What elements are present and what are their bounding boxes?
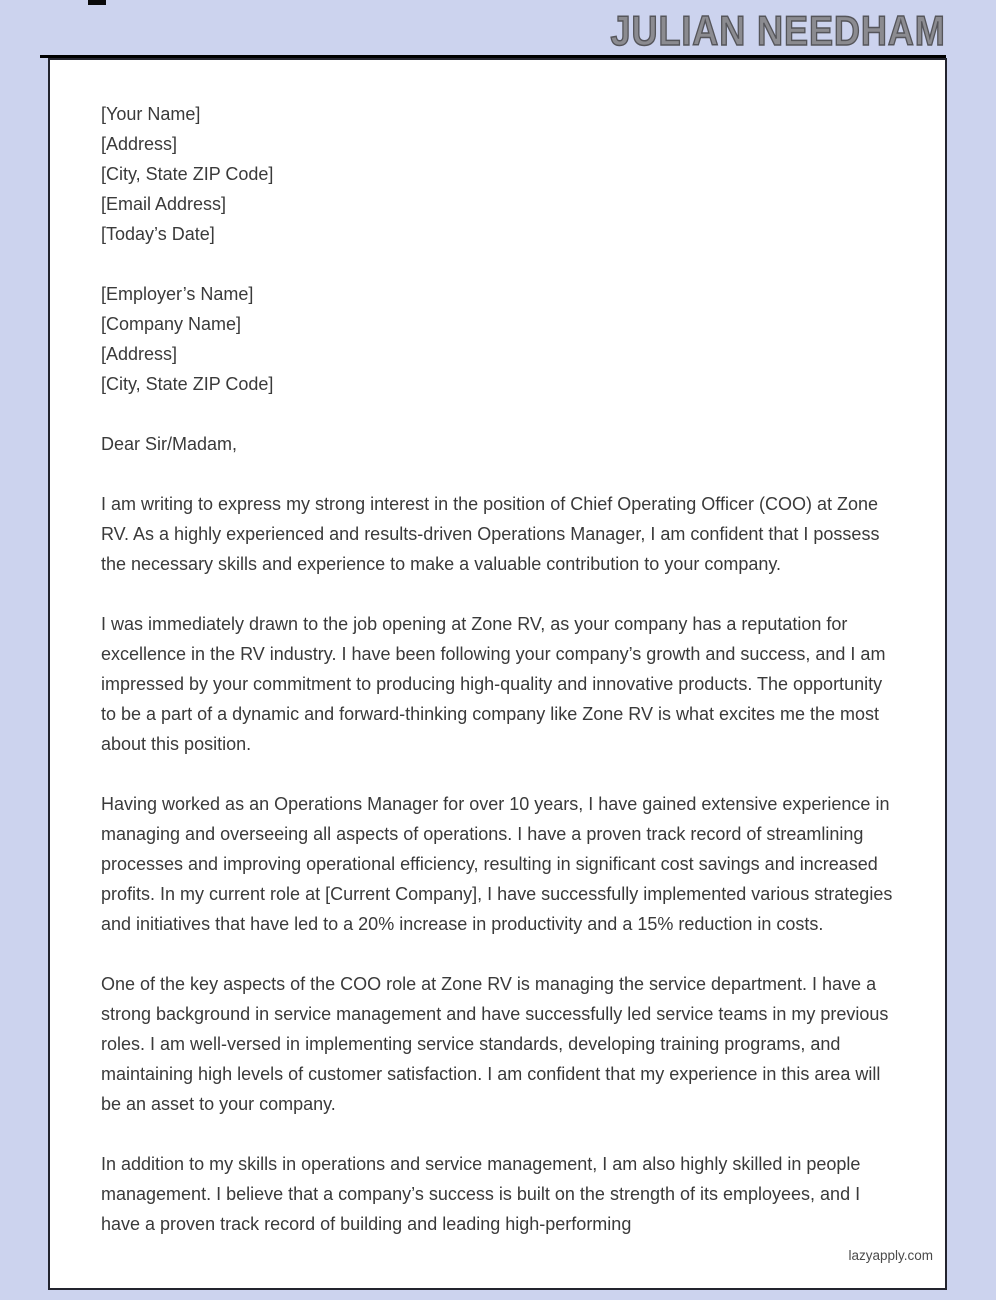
recipient-city-line: [City, State ZIP Code] [101, 374, 274, 394]
paragraph-company-interest: I was immediately drawn to the job opening at Zone RV, as your company has a reputation for excellence in the RV industry. I have been following your company’s growth and success, and I am impressed by your commitment to producing high-quality and innovative products. The opportunity to be a part of a dynamic and forward-thinking company like Zone RV is what excites me the most about this position. [101, 614, 886, 754]
recipient-address-line: [Address] [101, 344, 178, 364]
recipient-address-block [101, 279, 893, 399]
watermark: lazyapply.com [848, 1248, 933, 1263]
recipient-name-line: [Employer’s Name] [101, 284, 254, 304]
document-page [48, 58, 947, 1290]
letterhead-name: JULIAN NEEDHAM [610, 7, 946, 54]
salutation: Dear Sir/Madam, [101, 434, 238, 454]
top-edge-mark [88, 0, 106, 5]
sender-city-line: [City, State ZIP Code] [101, 164, 274, 184]
paragraph-people-management: In addition to my skills in operations and service management, I am also highly skilled in people management. I believe that a company’s success is built on the strength of its employees, and I have a proven track record of building and leading high-performing [101, 1154, 861, 1234]
cover-letter-body [50, 60, 945, 1239]
sender-email-line: [Email Address] [101, 194, 227, 214]
paragraph-intro: I am writing to express my strong interest in the position of Chief Operating Officer (COO) at Zone RV. As a highly experienced and results-driven Operations Manager, I am confident that I possess the necessary skills and experience to make a valuable contribution to your company. [101, 494, 880, 574]
paragraph-service-management: One of the key aspects of the COO role at Zone RV is managing the service department. I have a strong background in service management and have successfully led service teams in my previous roles. I am well-versed in implementing service standards, developing training programs, and maintaining high levels of customer satisfaction. I am confident that my experience in this area will be an asset to your company. [101, 974, 889, 1114]
recipient-company-line: [Company Name] [101, 314, 242, 334]
paragraph-experience: Having worked as an Operations Manager for over 10 years, I have gained extensive experience in managing and overseeing all aspects of operations. I have a proven track record of streamlining processes and improving operational efficiency, resulting in significant cost savings and increased profits. In my current role at [Current Company], I have successfully implemented various strategies and initiatives that have led to a 20% increase in productivity and a 15% reduction in costs. [101, 794, 893, 934]
sender-date-line: [Today’s Date] [101, 224, 215, 244]
sender-address-line: [Address] [101, 134, 178, 154]
sender-name-line: [Your Name] [101, 104, 201, 124]
sender-address-block [101, 99, 893, 249]
